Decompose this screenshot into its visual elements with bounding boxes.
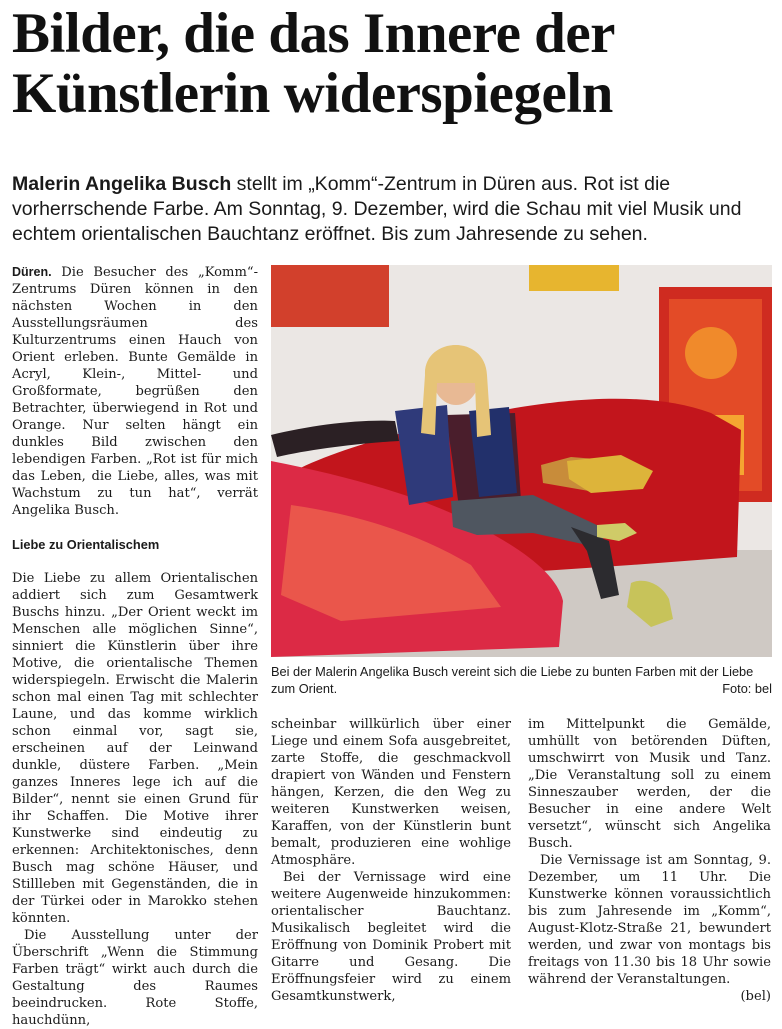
photo-credit: Foto: bel [722,681,772,696]
headline [12,4,772,124]
subhead-text: stellt im „Komm“-Zentrum in Düren aus. Rot ist die vorherrschende Farbe. Am Sonntag, 9. Dezember, wird die Schau mit viel Musik und echtem orientalischen Bauchtanz eröffnet. Bis zum Jahresende zu sehen. [12,173,742,245]
subheadline [12,172,770,247]
article-column-2 [271,716,511,1005]
subhead-lead: Malerin Angelika Busch [12,173,232,195]
article-column-1 [12,264,258,1029]
paragraph-5: Bei der Vernissage wird eine weitere Augenweide hinzukommen: orientalischer Bauchtanz. Musikalisch begleitet wird die Eröffnung von Dominik Probert mit Gitarre und Gesang. Die Eröffnungsfeier wird zu einem Gesamtkunstwerk, [271,870,511,1004]
paragraph-1: Die Besucher des „Komm“-Zentrums Düren können in den nächsten Wochen in den Ausstellungsräumen des Kulturzentrums einen Hauch von Orient erleben. Bunte Gemälde in Acryl, Klein-, Mittel- und Großformate, begrüßen den Betrachter, überwiegend in Rot und Orange. Nur selten hängt ein dunkles Bild zwischen den lebendigen Farben. „Rot ist für mich das Leben, die Liebe, alles, was mit Wachstum zu tun hat“, verrät Angelika Busch. [12,265,258,518]
caption-text: Bei der Malerin Angelika Busch vereint sich die Liebe zu bunten Farben mit der Liebe zum Orient. [271,664,754,696]
paragraph-3: Die Ausstellung unter der Überschrift „Wenn die Stimmung Farben trägt“ wirkt auch durch die Gestaltung des Raumes beeindrucken. Rote Stoffe, hauchdünn, [12,928,258,1028]
headline-line-2: Künstlerin widerspiegeln [12,62,613,125]
section-subheading: Liebe zu Orientalischem [12,537,160,552]
paragraph-4: scheinbar willkürlich über einer Liege und einem Sofa ausgebreitet, zarte Stoffe, die geschmackvoll drapiert von Wänden und Fenstern hängen, Kerzen, die den Weg zu weiteren Kunstwerken weisen, Karaffen, von der Künstlerin bunt bemalt, produzieren eine wohlige Atmosphäre. [271,717,511,868]
photo-caption [271,663,772,697]
paragraph-2: Die Liebe zu allem Orientalischen addiert sich zum Gesamtwerk Buschs hinzu. „Der Orient weckt im Menschen alle möglichen Sinne“, sinniert die Künstlerin über ihre Motive, die orientalische Themen widerspiegeln. Erwischt die Malerin schon mal einen Tag mit schlechter Laune, und das komme wirklich schon einmal vor, sagt sie, erscheinen auf der Leinwand dunkle, düstere Farben. „Mein ganzes Inneres lege ich auf die Bilder“, nennt sie einen Grund für ihr Schaffen. Die Motive ihrer Kunstwerke sind eindeutig zu erkennen: Architektonisches, denn Busch mag schöne Häuser, und Stillleben mit Gegenständen, die in der Türkei oder in Marokko stehen könnten. [12,571,258,926]
headline-line-1: Bilder, die das Innere der [12,2,615,65]
paragraph-7: Die Vernissage ist am Sonntag, 9. Dezember, um 11 Uhr. Die Kunstwerke können voraussichtlich bis zum Jahresende im „Komm“, August-Klotz-Straße 21, bewundert werden, und zwar von montags bis freitags von 11.30 bis 18 Uhr sowie während der Veranstaltungen. [528,853,771,987]
photo-illustration [271,265,772,657]
article-photo [271,265,772,657]
article-column-3 [528,716,771,1005]
paragraph-6: im Mittelpunkt die Gemälde, umhüllt von betörenden Düften, umschwirrt von Musik und Tanz. „Die Veranstaltung soll zu einem Sinneszauber werden, der die Besucher in eine andere Welt versetzt“, wünscht sich Angelika Busch. [528,717,771,851]
author-signature: (bel) [740,989,771,1004]
dateline: Düren. [12,265,52,279]
